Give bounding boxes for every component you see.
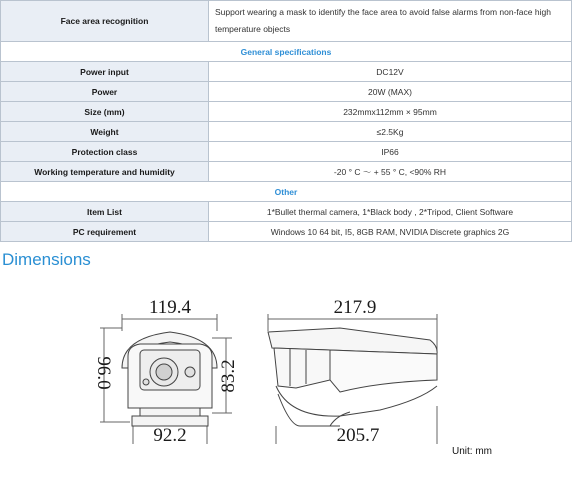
front-lens-height-label: 83.2 — [218, 359, 239, 393]
section-header-general — [1, 42, 572, 62]
row-value: Windows 10 64 bit, I5, 8GB RAM, NVIDIA Discrete graphics 2G — [209, 222, 572, 242]
table-row — [1, 1, 572, 42]
dimensions-heading: Dimensions — [2, 250, 91, 269]
dimension-drawing — [0, 276, 572, 446]
row-label: Weight — [1, 122, 209, 142]
side-bottom-length-label: 205.7 — [336, 425, 380, 446]
table-row — [1, 222, 572, 242]
row-value: ≤2.5Kg — [209, 122, 572, 142]
row-label: Protection class — [1, 142, 209, 162]
table-row — [1, 62, 572, 82]
row-label: Working temperature and humidity — [1, 162, 209, 182]
row-value: 20W (MAX) — [209, 82, 572, 102]
section-title: Other — [1, 182, 572, 202]
row-label: Item List — [1, 202, 209, 222]
row-value: IP66 — [209, 142, 572, 162]
row-value: -20 ° C ～ + 55 ° C, <90% RH — [209, 162, 572, 182]
table-row — [1, 202, 572, 222]
table-row — [1, 82, 572, 102]
row-value: Support wearing a mask to identify the face area to avoid false alarms from non-face high temperature objects — [209, 1, 572, 42]
row-value: 1*Bullet thermal camera, 1*Black body , 2*Tripod, Client Software — [209, 202, 572, 222]
front-height-label: 96.0 — [93, 356, 114, 390]
front-width-label: 119.4 — [148, 297, 192, 318]
row-label: Face area recognition — [1, 1, 209, 42]
table-row — [1, 162, 572, 182]
table-row — [1, 102, 572, 122]
row-label: PC requirement — [1, 222, 209, 242]
front-bottom-width-label: 92.2 — [153, 425, 187, 446]
unit-label: Unit: mm — [452, 446, 492, 457]
row-label: Power input — [1, 62, 209, 82]
side-length-label: 217.9 — [333, 297, 377, 318]
section-header-other — [1, 182, 572, 202]
section-title: General specifications — [1, 42, 572, 62]
table-row — [1, 122, 572, 142]
table-row — [1, 142, 572, 162]
row-label: Size (mm) — [1, 102, 209, 122]
row-value: 232mmx112mm × 95mm — [209, 102, 572, 122]
row-value: DC12V — [209, 62, 572, 82]
row-label: Power — [1, 82, 209, 102]
